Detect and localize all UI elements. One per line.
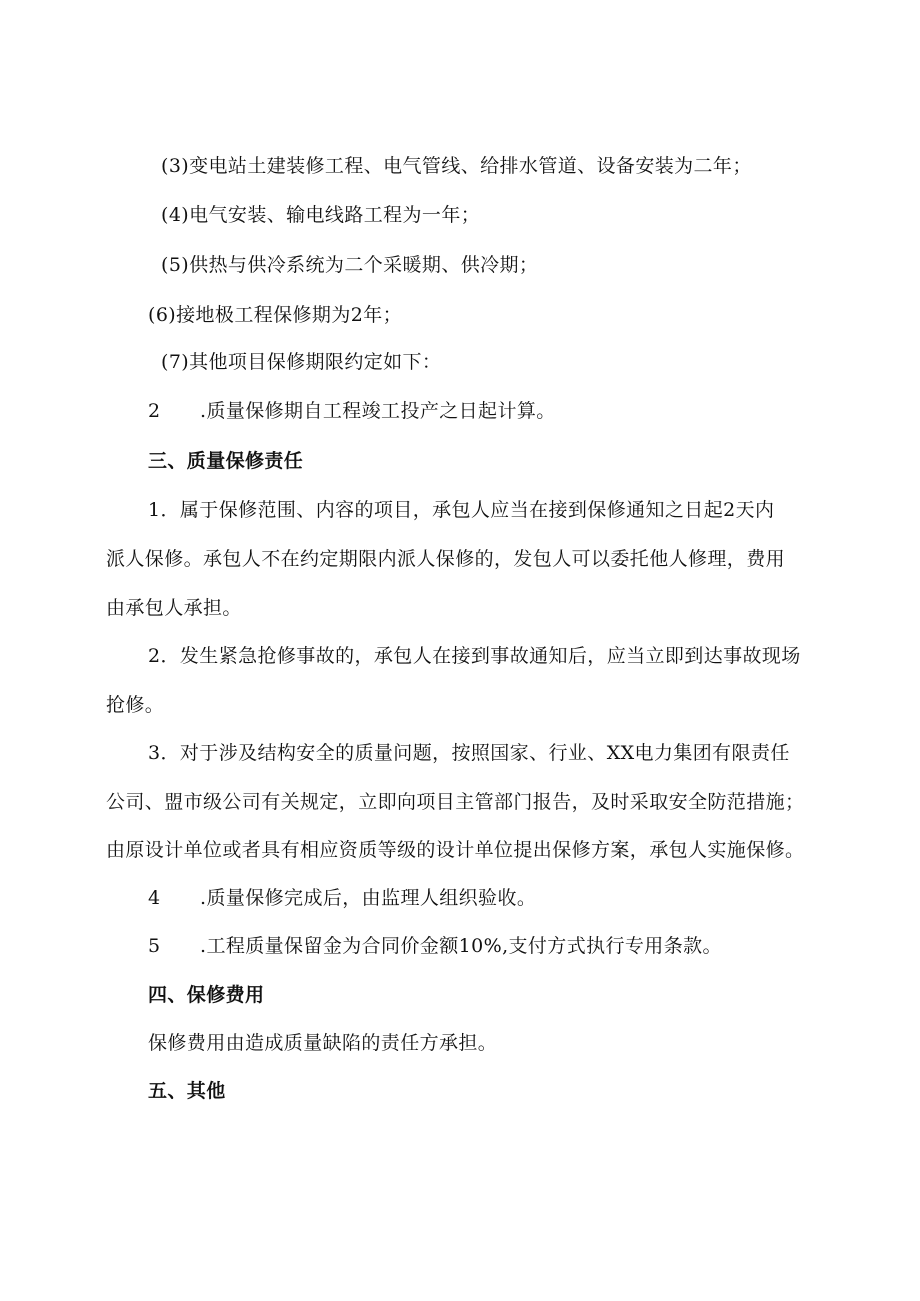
section-3-p4-text: .质量保修完成后，由监理人组织验收。: [200, 887, 537, 909]
section-3-p4: [148, 885, 536, 911]
list-item-4: (4)电气安装、输电线路工程为一年；: [161, 204, 481, 226]
section-3-p5-number: 5: [148, 935, 161, 957]
list-item-5: (5)供热与供冷系统为二个采暖期、供冷期；: [161, 254, 539, 276]
section-3-p3-line3: 由原设计单位或者具有相应资质等级的设计单位提出保修方案，承包人实施保修。: [106, 839, 805, 861]
section-5-title: 五、其他: [148, 1080, 226, 1102]
item-2: [148, 398, 556, 424]
section-3-p3-line1: 3．对于涉及结构安全的质量问题，按照国家、行业、XX电力集团有限责任: [148, 742, 790, 764]
section-3-p1-line2: 派人保修。承包人不在约定期限内派人保修的，发包人可以委托他人修理，费用: [106, 548, 786, 570]
section-3-p1-line3: 由承包人承担。: [106, 597, 242, 619]
list-item-6: (6)接地极工程保修期为2年；: [148, 304, 403, 326]
section-3-p4-number: 4: [148, 887, 161, 909]
item-2-text: .质量保修期自工程竣工投产之日起计算。: [200, 400, 556, 422]
section-4-p1: 保修费用由造成质量缺陷的责任方承担。: [148, 1032, 498, 1054]
section-3-p5-text: .工程质量保留金为合同价金额10%,支付方式执行专用条款。: [200, 935, 722, 957]
section-3-p1-line1: 1．属于保修范围、内容的项目，承包人应当在接到保修通知之日起2天内: [148, 499, 775, 521]
section-3-title: 三、质量保修责任: [148, 450, 304, 472]
list-item-7: (7)其他项目保修期限约定如下：: [161, 351, 442, 373]
list-item-3: (3)变电站土建装修工程、电气管线、给排水管道、设备安装为二年；: [161, 155, 752, 177]
section-3-p2-line1: 2．发生紧急抢修事故的，承包人在接到事故通知后，应当立即到达事故现场: [148, 645, 801, 667]
section-3-p3-line2: 公司、盟市级公司有关规定，立即向项目主管部门报告，及时采取安全防范措施；: [106, 791, 805, 813]
section-3-p2-line2: 抢修。: [106, 694, 165, 716]
item-2-number: 2: [148, 400, 161, 422]
section-3-p5: [148, 933, 722, 959]
section-4-title: 四、保修费用: [148, 984, 265, 1006]
